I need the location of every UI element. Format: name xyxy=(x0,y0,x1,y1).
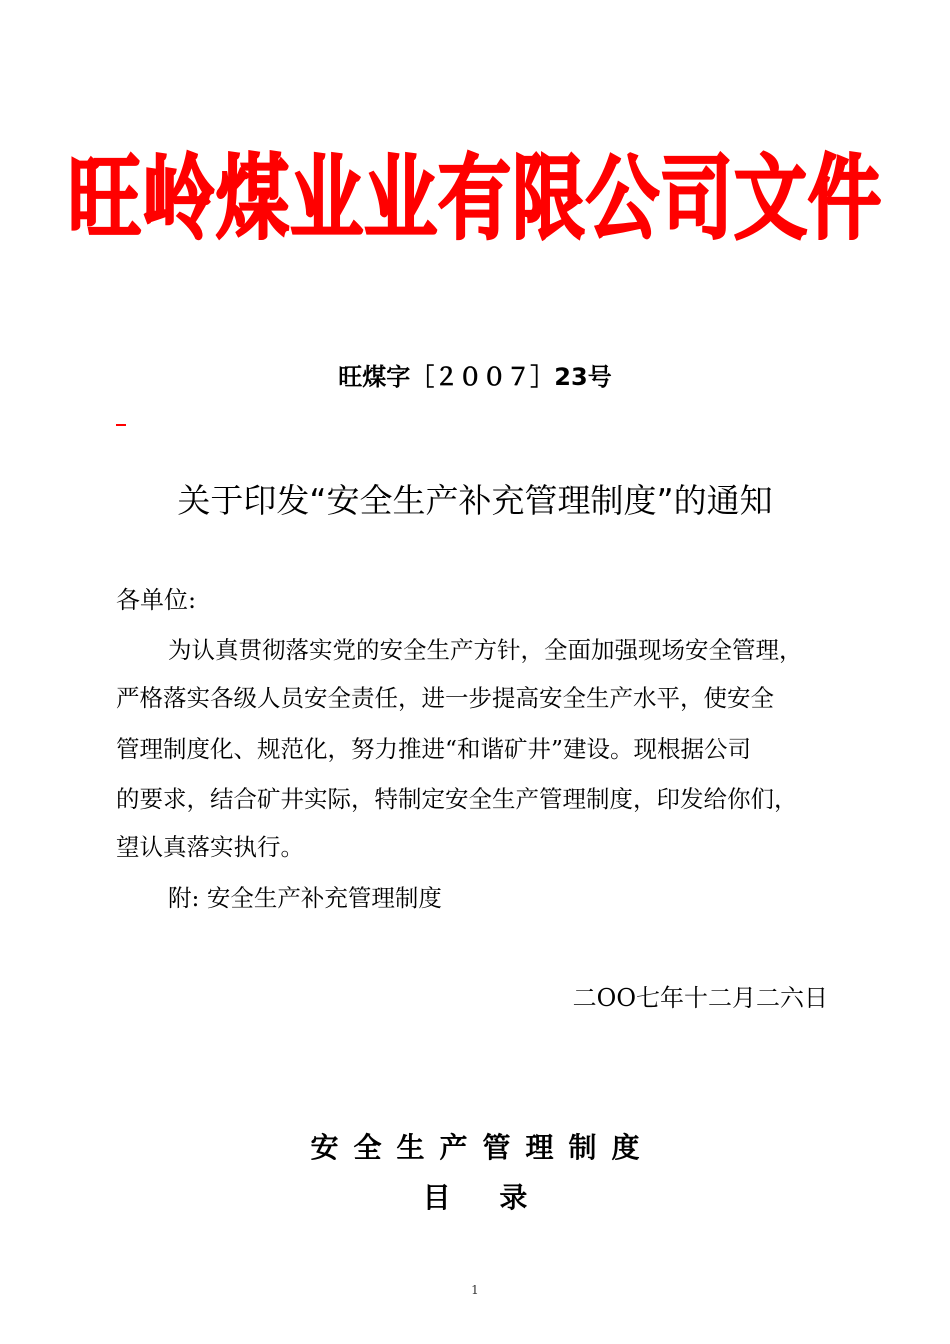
regulation-title: 安全生产管理制度 xyxy=(310,1131,655,1164)
body-paragraph-line: 为认真贯彻落实党的安全生产方针，全面加强现场安全管理， xyxy=(168,636,803,664)
red-rule-mark xyxy=(116,424,126,426)
document-masthead: 旺岭煤业业有限公司文件 xyxy=(68,146,882,253)
body-paragraph-line: 的要求，结合矿井实际，特制定安全生产管理制度，印发给你们， xyxy=(116,785,798,813)
attachment-note: 附: 安全生产补充管理制度 xyxy=(168,884,442,912)
document-number: 旺煤字［２００７］23号 xyxy=(338,363,612,391)
body-paragraph-line: 望认真落实执行。 xyxy=(116,833,304,861)
table-of-contents-heading: 目 录 xyxy=(422,1181,528,1214)
notice-title: 关于印发“安全生产补充管理制度”的通知 xyxy=(177,481,773,520)
body-paragraph-line: 管理制度化、规范化，努力推进“和谐矿井”建设。现根据公司 xyxy=(116,735,752,763)
page-number: 1 xyxy=(471,1283,479,1297)
body-paragraph-line: 严格落实各级人员安全责任，进一步提高安全生产水平，使安全 xyxy=(116,684,774,712)
issue-date: 二OO七年十二月二六日 xyxy=(572,984,828,1012)
addressee: 各单位: xyxy=(116,586,197,614)
